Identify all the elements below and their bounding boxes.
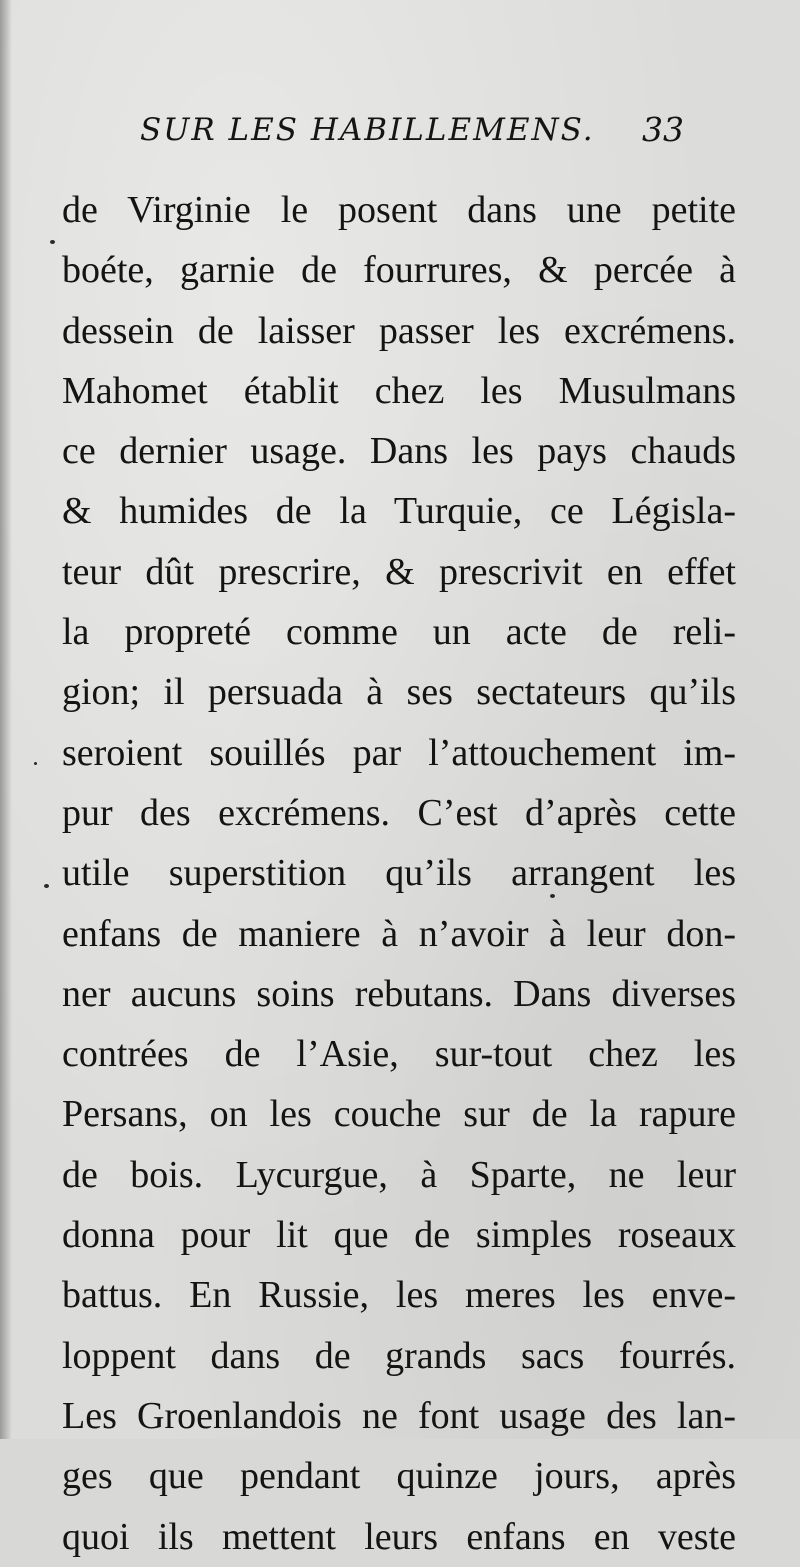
text-line: ner aucuns soins rebutans. Dans diverses xyxy=(62,972,736,1015)
page-number: 33 xyxy=(642,110,684,149)
text-line: donna pour lit que de simples roseaux xyxy=(62,1214,736,1257)
ink-speck xyxy=(550,894,555,898)
ink-speck xyxy=(50,240,55,244)
text-line: gion; il persuada à ses sectateurs qu’ils xyxy=(62,671,736,714)
text-line: enfans de maniere à n’avoir à leur don- xyxy=(62,912,736,955)
text-line: de bois. Lycurgue, à Sparte, ne leur xyxy=(62,1153,736,1196)
text-line: Mahomet établit chez les Musulmans xyxy=(62,369,736,412)
text-line: quoi ils mettent leurs enfans en veste xyxy=(62,1515,736,1558)
text-line: dessein de laisser passer les excrémens. xyxy=(62,309,736,352)
text-line: Les Groenlandois ne font usage des lan- xyxy=(62,1394,736,1437)
ink-speck xyxy=(44,884,49,888)
page-header xyxy=(140,112,740,160)
ink-speck xyxy=(34,762,37,765)
page-edge-shadow xyxy=(0,0,12,1439)
text-line: teur dût prescrire, & prescrivit en effet xyxy=(62,550,736,593)
text-line: loppent dans de grands sacs fourrés. xyxy=(62,1334,736,1377)
body-text xyxy=(62,180,736,1567)
text-line: de Virginie le posent dans une petite xyxy=(62,189,736,231)
text-line: & humides de la Turquie, ce Législa- xyxy=(62,490,736,533)
text-line: pur des excrémens. C’est d’après cette xyxy=(62,791,736,834)
text-line: boéte, garnie de fourrures, & percée à xyxy=(62,249,736,292)
text-line: ges que pendant quinze jours, après xyxy=(62,1455,736,1498)
text-line: contrées de l’Asie, sur-tout chez les xyxy=(62,1033,736,1076)
text-line: Persans, on les couche sur de la rapure xyxy=(62,1093,736,1136)
text-line: utile superstition qu’ils arrangent les xyxy=(62,852,736,895)
text-line: ce dernier usage. Dans les pays chauds xyxy=(62,430,736,473)
text-line: la propreté comme un acte de reli- xyxy=(62,611,736,654)
running-head: SUR LES HABILLEMENS. xyxy=(140,112,595,148)
text-line: seroient souillés par l’attouchement im- xyxy=(62,731,736,774)
text-line: battus. En Russie, les meres les enve- xyxy=(62,1274,736,1317)
